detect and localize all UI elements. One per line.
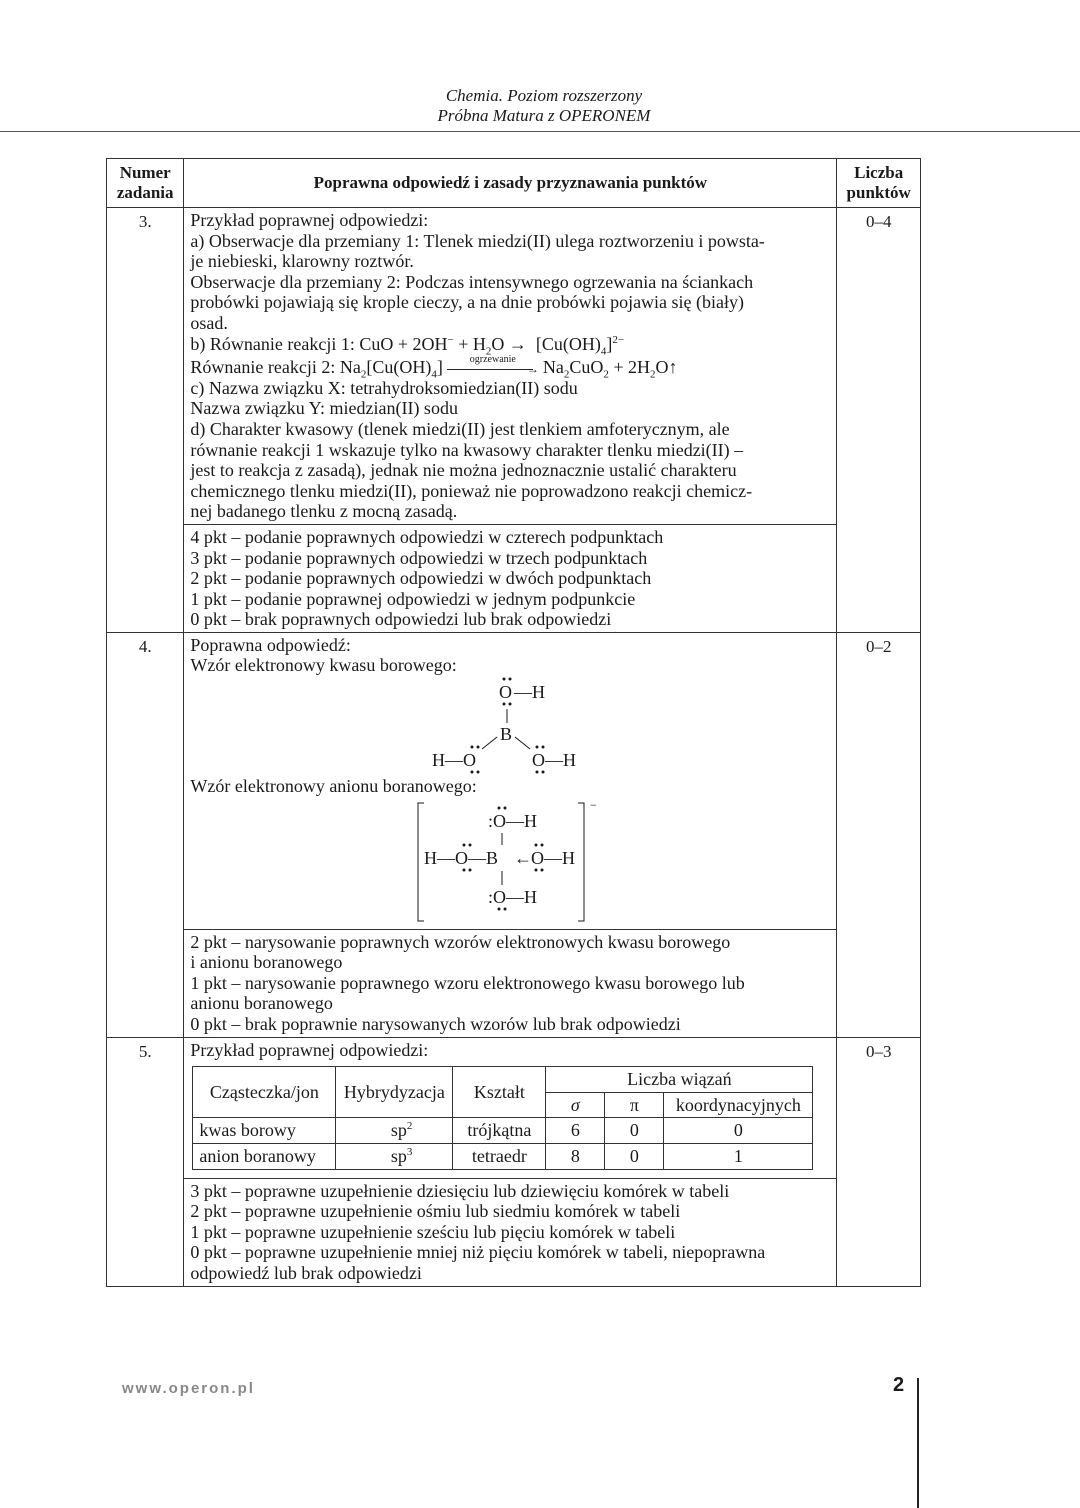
answer-line: Wzór elektronowy anionu boranowego: [190, 776, 477, 797]
answer-intro: Przykład poprawnej odpowiedzi: [190, 1039, 429, 1060]
task-number: 3. [107, 208, 184, 633]
table-row [193, 1118, 813, 1144]
task-row-3 [107, 208, 921, 633]
hyb-exponent: 2 [406, 1120, 413, 1133]
table-header-row [193, 1067, 813, 1093]
col-bonds: Liczba wiązań [546, 1067, 813, 1093]
cell-pi: 0 [605, 1144, 664, 1170]
page-number: 2 [893, 1374, 905, 1396]
cell-coordinate: 1 [664, 1144, 813, 1170]
boron-atom: B [500, 724, 513, 745]
scoring-line: 0 pkt – brak poprawnie narysowanych wzorów lub brak odpowiedzi [190, 1014, 681, 1035]
anion-charge: − [590, 797, 598, 812]
header-points-line1: Liczba [854, 163, 904, 182]
scoring-rules [184, 524, 836, 632]
header-task-number-line2: zadania [116, 183, 174, 202]
scoring-rules [184, 1178, 836, 1286]
scoring-line: 2 pkt – podanie poprawnych odpowiedzi w dwóch podpunktach [190, 568, 652, 589]
answer-line: równanie reakcji 1 wskazuje tylko na kwasowy charakter tlenku miedzi(II) – [190, 439, 744, 460]
answer-line: nej badanego tlenku z mocną zasadą. [190, 501, 458, 522]
task-number: 5. [107, 1037, 184, 1286]
header-divider [0, 131, 1080, 132]
oxygen-top: :O—H [488, 810, 538, 831]
answer-line: jest to reakcja z zasadą), jednak nie można jednoznacznie ustalić charakteru [190, 460, 737, 481]
equation-label: Równanie reakcji 2: [190, 357, 336, 378]
scoring-rules [184, 929, 836, 1037]
hyb-base: sp [390, 1120, 407, 1141]
task-points: 0–2 [837, 632, 921, 1037]
header-points [837, 159, 921, 208]
task-row-5 [107, 1037, 921, 1286]
task-answer [184, 632, 837, 1037]
task-answer [184, 208, 837, 633]
answer-line: probówki pojawiają się krople cieczy, a na dnie probówki pojawia się (biały) [190, 292, 745, 313]
answer-example [184, 633, 836, 929]
borate-anion-structure [190, 797, 830, 927]
task-points: 0–4 [837, 208, 921, 633]
answer-line: je niebieski, klarowny roztwór. [190, 251, 414, 272]
scoring-line: 1 pkt – podanie poprawnej odpowiedzi w jednym podpunkcie [190, 588, 636, 609]
cell-coordinate: 0 [664, 1118, 813, 1144]
oxygen-left: H—O [432, 750, 477, 771]
task-answer [184, 1037, 837, 1286]
cell-hybridization [336, 1144, 453, 1170]
cell-sigma: 6 [546, 1118, 605, 1144]
scoring-line: 1 pkt – poprawne uzupełnienie sześciu lub pięciu komórek w tabeli [190, 1221, 676, 1242]
answer-intro: Przykład poprawnej odpowiedzi: [190, 210, 429, 230]
hybridization-table [192, 1066, 813, 1169]
answer-line: c) Nazwa związku X: tetrahydroksomiedzian(II) sodu [190, 377, 578, 398]
col-shape: Kształt [453, 1067, 546, 1118]
scoring-line: 3 pkt – poprawne uzupełnienie dziesięciu lub dziewięciu komórek w tabeli [190, 1180, 730, 1201]
cell-hybridization [336, 1118, 453, 1144]
scoring-line: odpowiedź lub brak odpowiedzi [190, 1262, 422, 1283]
reaction-equation-1: b) Równanie reakcji 1: CuO + $2OH^- + H_2O \to [Cu(OH)_4]^{2-}$ [190, 333, 625, 358]
task-row-4 [107, 632, 921, 1037]
scoring-line: 2 pkt – poprawne uzupełnienie ośmiu lub siedmiu komórek w tabeli [190, 1201, 681, 1222]
cell-shape: trójkątna [453, 1118, 546, 1144]
table-header-row [107, 159, 921, 208]
arrow-label: ogrzewanie [469, 354, 516, 366]
answer-example [184, 208, 836, 524]
header-task-number [107, 159, 184, 208]
header-subject: Chemia. Poziom rozszerzony [445, 86, 643, 105]
oxygen-left: H—O—B [424, 847, 499, 868]
cell-particle: kwas borowy [193, 1118, 336, 1144]
scoring-line: 2 pkt – narysowanie poprawnych wzorów elektronowych kwasu borowego [190, 931, 731, 952]
oxygen-bottom: :O—H [488, 886, 538, 907]
page-header [0, 86, 1080, 126]
cell-particle: anion boranowy [193, 1144, 336, 1170]
scoring-line: anionu boranowego [190, 993, 333, 1014]
header-points-line2: punktów [846, 183, 911, 202]
col-pi: π [605, 1092, 664, 1118]
answer-example [184, 1038, 836, 1178]
table-row [193, 1144, 813, 1170]
hyb-base: sp [390, 1146, 407, 1166]
task-number: 4. [107, 632, 184, 1037]
page-edge-bar [917, 1378, 919, 1508]
scoring-line: 0 pkt – brak poprawnych odpowiedzi lub brak odpowiedzi [190, 609, 612, 630]
cell-sigma: 8 [546, 1144, 605, 1170]
answer-line: Wzór elektronowy kwasu borowego: [190, 655, 457, 676]
answer-line: osad. [190, 312, 228, 333]
answer-key-table [106, 158, 921, 1287]
answer-line: Nazwa związku Y: miedzian(II) sodu [190, 398, 458, 419]
boric-acid-structure [190, 676, 830, 776]
coordinate-bond-arrow: ← [514, 847, 533, 868]
answer-line: a) Obserwacje dla przemiany 1: Tlenek miedzi(II) ulega roztworzeniu i powsta- [190, 230, 765, 251]
scoring-line: 1 pkt – narysowanie poprawnego wzoru elektronowego kwasu borowego lub [190, 972, 745, 993]
header-task-number-line1: Numer [119, 163, 171, 182]
cell-shape: tetraedr [453, 1144, 546, 1170]
task-points: 0–3 [837, 1037, 921, 1286]
col-sigma: σ [546, 1092, 605, 1118]
hyb-exponent: 3 [406, 1146, 413, 1158]
heating-arrow: ogrzewanie → [447, 364, 539, 374]
scoring-line: 4 pkt – podanie poprawnych odpowiedzi w czterech podpunktach [190, 526, 664, 547]
header-answer: Poprawna odpowiedź i zasady przyznawania punktów [184, 159, 837, 208]
bond-h-top: —H [514, 682, 546, 703]
oxygen-right: O—H [532, 750, 577, 771]
answer-intro: Poprawna odpowiedź: [190, 634, 351, 655]
equation-label: b) Równanie reakcji 1: [190, 333, 355, 354]
oxygen-right: O—H [531, 847, 576, 868]
scoring-line: 0 pkt – poprawne uzupełnienie mniej niż pięciu komórek w tabeli, niepoprawna [190, 1242, 766, 1263]
scoring-line: i anionu boranowego [190, 952, 343, 973]
reaction-equation-2: Równanie reakcji 2: $Na_2[Cu(OH)_4]$ ogrzewanie → $Na_2CuO_2$ + $2H_2O↑$ [190, 357, 830, 378]
footer-url: www.operon.pl [122, 1380, 255, 1397]
header-exam: Próbna Matura z OPERONEM [437, 106, 651, 125]
oxygen-top: O [499, 682, 513, 703]
answer-line: d) Charakter kwasowy (tlenek miedzi(II) jest tlenkiem amfoterycznym, ale [190, 418, 730, 439]
answer-line: chemicznego tlenku miedzi(II), ponieważ nie poprowadzono reakcji chemicz- [190, 480, 753, 501]
col-coordinate: koordynacyjnych [664, 1092, 813, 1118]
col-particle: Cząsteczka/jon [193, 1067, 336, 1118]
answer-line: Obserwacje dla przemiany 2: Podczas intensywnego ogrzewania na ściankach [190, 271, 754, 292]
cell-pi: 0 [605, 1118, 664, 1144]
scoring-line: 3 pkt – podanie poprawnych odpowiedzi w trzech podpunktach [190, 547, 648, 568]
col-hybridization: Hybrydyzacja [336, 1067, 453, 1118]
